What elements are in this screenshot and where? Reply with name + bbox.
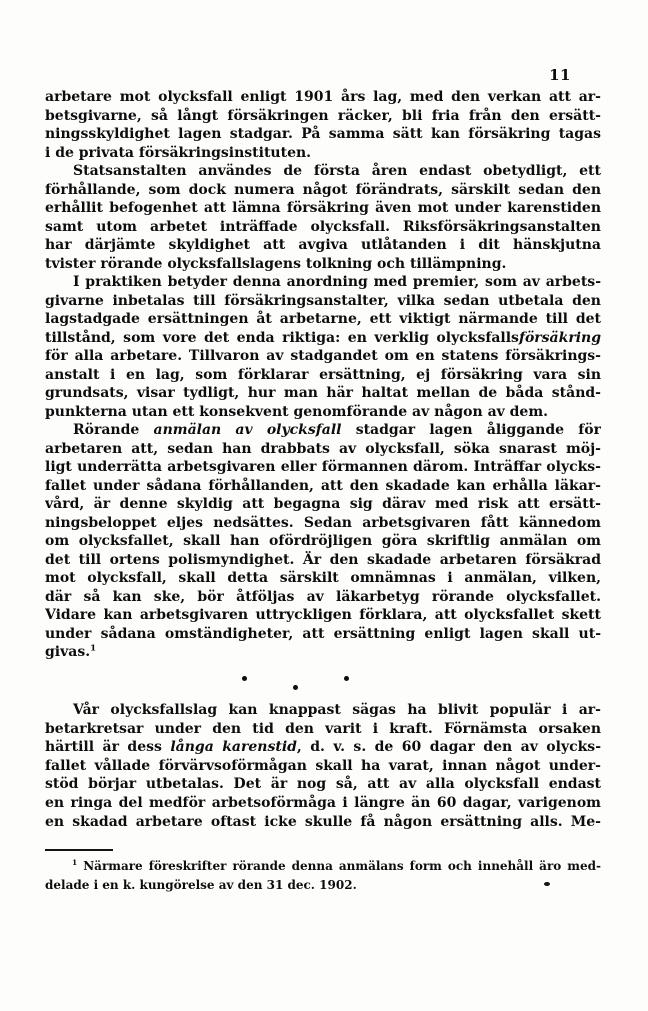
text-line bbox=[45, 366, 601, 385]
text-segment: , d. v. s. de 60 dagar den av olycks- bbox=[296, 739, 601, 756]
text-segment: anstalt i en lag, som förklarar ersättning, ej försäkring vara sin bbox=[45, 366, 601, 383]
text-line bbox=[45, 857, 601, 876]
text-line bbox=[45, 532, 601, 551]
text-segment: förhållande, som dock numera något förändrats, särskilt sedan den bbox=[45, 181, 601, 198]
text-segment: lagstadgade ersättningen åt arbetarne, ett viktigt närmande till det bbox=[45, 311, 601, 327]
text-segment: givas. bbox=[45, 644, 91, 660]
text-line bbox=[45, 813, 601, 832]
italic-text: försäkring bbox=[518, 329, 601, 346]
text-segment: delade i en k. kungörelse av den 31 dec. 1902. bbox=[45, 878, 357, 892]
text-line bbox=[45, 794, 601, 813]
text-segment: Vår olycksfallslag kan knappast sägas ha blivit populär i ar- bbox=[73, 702, 601, 718]
ink-spot bbox=[544, 882, 550, 886]
text-segment: det till ortens polismyndighet. Är den skadade arbetaren försäkrad bbox=[45, 551, 601, 568]
text-segment: stadgar lagen åliggande för bbox=[341, 422, 601, 438]
text-segment: härtill är dess bbox=[45, 739, 171, 756]
text-line bbox=[45, 181, 601, 200]
text-line bbox=[45, 88, 601, 107]
text-line bbox=[45, 329, 601, 348]
text-segment: givarne inbetalas till försäkringsanstalter, vilka sedan utbetala den bbox=[45, 292, 601, 309]
text-line bbox=[45, 514, 601, 533]
text-line bbox=[45, 162, 601, 181]
text-segment: fallet vållade förvärvsoförmågan skall ha varat, innan något under- bbox=[45, 757, 601, 774]
text-line bbox=[45, 273, 601, 292]
text-line bbox=[45, 125, 601, 144]
text-line bbox=[45, 643, 601, 662]
text-line bbox=[45, 292, 601, 311]
italic-text: anmälan av olycksfall bbox=[153, 422, 342, 438]
text-segment: en skadad arbetare oftast icke skulle få någon ersättning alls. Me- bbox=[45, 813, 601, 830]
separator-dot-icon bbox=[344, 676, 349, 681]
text-line bbox=[45, 551, 601, 570]
text-line bbox=[45, 477, 601, 496]
text-line bbox=[45, 775, 601, 794]
text-segment: om olycksfallet, skall han ofördröjligen göra skriftlig anmälan om bbox=[45, 533, 601, 549]
text-line bbox=[45, 625, 601, 644]
text-segment: samt utom arbetet inträffade olycksfall. Riksförsäkringsanstalten bbox=[45, 218, 601, 235]
separator-dot-icon bbox=[293, 685, 298, 690]
text-line bbox=[45, 384, 601, 403]
text-segment: Närmare föreskrifter rörande denna anmälans form och innehåll äro med- bbox=[77, 859, 601, 873]
text-segment: I praktiken betyder denna anordning med premier, som av arbets- bbox=[73, 274, 601, 290]
text-line bbox=[45, 738, 601, 757]
text-line bbox=[45, 236, 601, 255]
separator-dot-icon bbox=[242, 676, 247, 681]
text-segment: arbetare mot olycksfall enligt 1901 års lag, med den verkan att ar- bbox=[45, 89, 601, 105]
text-segment: stöd börjar utbetalas. Det är nog så, att av alla olycksfall endast bbox=[45, 776, 601, 793]
text-line bbox=[45, 757, 601, 776]
text-segment: grundsats, visar tydligt, hur man här haltat mellan de båda stånd- bbox=[45, 385, 601, 401]
text-segment: i de privata försäkringsinstituten. bbox=[45, 144, 312, 161]
text-line bbox=[45, 876, 601, 895]
footnote-rule bbox=[45, 849, 113, 851]
text-segment: betsgivarne, så långt försäkringen räcker, bli fria från den ersätt- bbox=[45, 107, 601, 124]
footnote-block bbox=[45, 857, 601, 895]
text-line bbox=[45, 347, 601, 366]
text-segment: under sådana omständigheter, att ersättning enligt lagen skall ut- bbox=[45, 625, 601, 642]
text-segment: där så kan ske, bör åtföljas av läkarbetyg rörande olycksfallet. bbox=[45, 588, 601, 605]
text-segment: tvister rörande olycksfallslagens tolkning och tillämpning. bbox=[45, 255, 507, 272]
text-segment: mot olycksfall, skall detta särskilt omnämnas i anmälan, vilken, bbox=[45, 570, 601, 586]
text-segment: för alla arbetare. Tillvaron av stadgandet om en statens försäkrings- bbox=[45, 348, 601, 364]
main-text-block bbox=[45, 88, 601, 662]
text-line bbox=[45, 255, 601, 274]
text-line bbox=[45, 569, 601, 588]
footnote-marker: 1 bbox=[72, 858, 78, 867]
text-segment: ningsbeloppet eljes nedsättes. Sedan arbetsgivaren fått kännedom bbox=[45, 514, 601, 531]
text-line bbox=[45, 458, 601, 477]
italic-text: långa karenstid bbox=[170, 739, 297, 756]
text-line bbox=[45, 701, 601, 720]
text-line bbox=[45, 144, 601, 163]
text-line bbox=[45, 421, 601, 440]
text-segment: har därjämte skyldighet att avgiva utlåtanden i dit hänskjutna bbox=[45, 237, 601, 253]
text-segment: punkterna utan ett konsekvent genomförande av någon av dem. bbox=[45, 403, 549, 420]
text-line bbox=[45, 107, 601, 126]
text-line bbox=[45, 588, 601, 607]
text-segment: tillstånd, som vore det enda riktiga: en verklig olycksfalls bbox=[45, 329, 519, 346]
text-segment: fallet under sådana förhållanden, att den skadade kan erhålla läkar- bbox=[45, 477, 601, 494]
text-line bbox=[45, 606, 601, 625]
text-segment: Vidare kan arbetsgivaren uttryckligen förklara, att olycksfallet skett bbox=[45, 607, 601, 623]
text-line bbox=[45, 720, 601, 739]
second-text-block bbox=[45, 701, 601, 831]
footnote-marker: 1 bbox=[90, 643, 97, 654]
text-line bbox=[45, 440, 601, 459]
text-segment: en ringa del medför arbetsoförmåga i längre än 60 dagar, varigenom bbox=[45, 794, 601, 811]
text-line bbox=[45, 218, 601, 237]
page-number: 11 bbox=[549, 66, 571, 84]
text-segment: Statsanstalten användes de första åren endast obetydligt, ett bbox=[73, 163, 601, 179]
text-segment: vård, är denne skyldig att begagna sig därav med risk att ersätt- bbox=[45, 496, 601, 512]
text-segment: ningsskyldighet lagen stadgar. På samma sätt kan försäkring tagas bbox=[45, 126, 601, 142]
text-line bbox=[45, 199, 601, 218]
text-segment: betarkretsar under den tid den varit i kraft. Förnämsta orsaken bbox=[45, 720, 601, 737]
text-segment: ligt underrätta arbetsgivaren eller förmannen därom. Inträffar olycks- bbox=[45, 459, 601, 475]
text-segment: erhållit befogenhet att lämna försäkring även mot under karenstiden bbox=[45, 200, 601, 216]
text-segment: arbetaren att, sedan han drabbats av olycksfall, söka snarast möj- bbox=[45, 440, 601, 457]
text-line bbox=[45, 310, 601, 329]
text-segment: Rörande bbox=[73, 422, 154, 438]
text-line bbox=[45, 495, 601, 514]
asterisk-separator bbox=[230, 676, 350, 692]
text-line bbox=[45, 403, 601, 422]
